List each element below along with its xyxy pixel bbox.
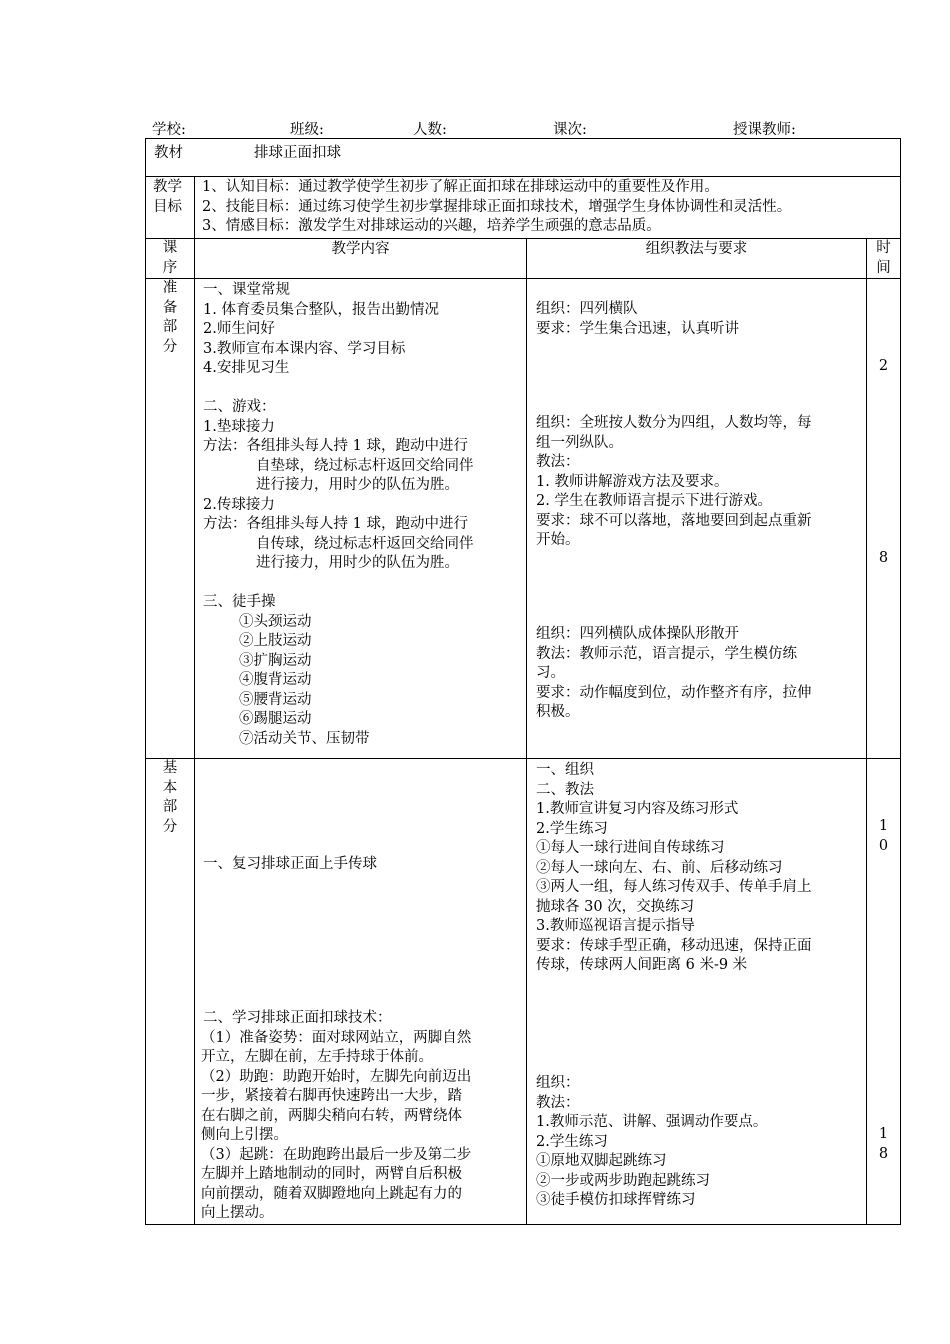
prep-org-line: 要求：动作幅度到位，动作整齐有序，拉伸 [536, 684, 812, 701]
game-1-method: 方法：各组排头每人持 1 球，跑动中进行 [203, 438, 468, 454]
prep-org-2 [536, 414, 812, 551]
col-section [146, 239, 195, 279]
basic-org-1 [536, 761, 812, 976]
learn-line: （1）准备姿势：面对球网站立，两脚自然 [201, 1029, 472, 1046]
count-label: 人数: [413, 122, 447, 138]
exercise-title: 三、徒手操 [203, 594, 276, 610]
exercise-item: ③扩胸运动 [239, 652, 312, 669]
game-2-method: 方法：各组排头每人持 1 球，跑动中进行 [203, 516, 468, 532]
material-cell [146, 139, 901, 177]
learn-title: 二、学习排球正面扣球技术： [203, 1010, 392, 1026]
basic-time-1 [867, 817, 900, 856]
game-1-method: 进行接力，用时少的队伍为胜。 [256, 477, 459, 493]
basic-label [146, 759, 195, 1225]
teacher-label: 授课教师: [733, 122, 796, 138]
basic-time-digit: 8 [878, 1145, 889, 1162]
learn-line: 开立，左脚在前，左手持球于体前。 [201, 1049, 433, 1065]
lesson-header [0, 118, 950, 138]
routine-item: 2.师生问好 [203, 321, 275, 337]
basic-time-2 [867, 1125, 900, 1164]
basic-org-line: 1.教师示范、讲解、强调动作要点。 [536, 1114, 768, 1130]
basic-time [867, 759, 901, 1225]
basic-org-line: 1.教师宣讲复习内容及练习形式 [536, 801, 739, 817]
col-section-char: 课 [162, 240, 178, 256]
material-label: 教材 [154, 145, 183, 161]
col-time-char: 时 [876, 240, 891, 256]
column-header-row [146, 239, 901, 279]
prep-time [867, 279, 901, 759]
prep-org-line: 习。 [536, 665, 565, 681]
basic-time-digit: 1 [878, 818, 889, 834]
goal-item: 1、认知目标：通过教学使学生初步了解正面扣球在排球运动中的重要性及作用。 [202, 179, 719, 195]
basic-org-line: 一、组织 [536, 762, 594, 778]
basic-label-char: 分 [162, 818, 178, 835]
exercise-item: ⑤腰背运动 [239, 691, 312, 708]
goals-label-line-2: 目标 [153, 198, 182, 215]
basic-label-char: 本 [162, 779, 178, 796]
prep-org-line: 组一列纵队。 [536, 434, 623, 451]
lesson-label: 课次: [553, 122, 587, 138]
game-2-method: 自传球，绕过标志杆返回交给同伴 [256, 535, 474, 552]
basic-time-digit: 1 [878, 1126, 889, 1142]
prep-label-char: 部 [162, 319, 178, 335]
prep-label [146, 279, 195, 759]
game-2-method: 进行接力，用时少的队伍为胜。 [256, 555, 459, 571]
prep-org-1 [536, 300, 739, 339]
basic-label-char: 部 [162, 799, 178, 815]
prep-time-2: 8 [878, 550, 889, 566]
prep-org-line: 开始。 [536, 532, 580, 548]
basic-method [527, 759, 867, 1225]
basic-org-line: ②每人一球向左、右、前、后移动练习 [536, 859, 783, 876]
basic-org-line: ③徒手模仿扣球挥臂练习 [536, 1192, 696, 1208]
lesson-plan-table [145, 138, 901, 1225]
basic-org-2 [536, 1074, 767, 1211]
learn-line: 一步，紧接着右脚再快速跨出一大步，踏 [201, 1088, 462, 1104]
prep-org-line: 要求：球不可以落地，落地要回到起点重新 [536, 512, 812, 529]
prep-content [195, 279, 527, 759]
basic-org-line: ③两人一组，每人练习传双手、传单手肩上 [536, 879, 812, 895]
review-title: 一、复习排球正面上手传球 [203, 856, 377, 872]
game-2-title: 2.传球接力 [203, 496, 275, 513]
col-method: 组织教法与要求 [527, 239, 867, 279]
basic-org-line: 3.教师巡视语言提示指导 [536, 918, 695, 934]
class-label: 班级: [290, 122, 324, 138]
prep-org-line: 教法：教师示范，语言提示，学生模仿练 [536, 645, 797, 662]
basic-org-line: 二、教法 [536, 781, 594, 798]
basic-org-line: 教法： [536, 1094, 580, 1111]
basic-org-line: 传球，传球两人间距离 6 米-9 米 [536, 957, 748, 973]
prep-org-line: 要求：学生集合迅速，认真听讲 [536, 320, 739, 337]
basic-row [146, 759, 901, 1225]
prep-method [527, 279, 867, 759]
prep-label-char: 准 [162, 280, 178, 296]
learn-line: （2）助跑：助跑开始时，左脚先向前迈出 [201, 1068, 472, 1085]
routine-title: 一、课堂常规 [203, 282, 290, 298]
learn-line: 在右脚之前，两脚尖稍向右转，两臂绕体 [201, 1107, 462, 1124]
exercise-item: ⑦活动关节、压韧带 [239, 730, 370, 747]
prep-org-line: 2. 学生在教师语言提示下进行游戏。 [536, 493, 772, 509]
learn-block [201, 1009, 520, 1224]
routine-item: 1. 体育委员集合整队，报告出勤情况 [203, 301, 439, 318]
goals-label-line-1: 教学 [153, 179, 182, 195]
prep-row [146, 279, 901, 759]
prep-org-line: 教法： [536, 454, 580, 470]
exercise-item: ⑥踢腿运动 [239, 711, 312, 727]
exercise-item: ①头颈运动 [239, 613, 312, 630]
prep-org-line: 组织：四列横队成体操队形散开 [536, 626, 739, 642]
learn-line: 左脚并上踏地制动的同时，两臂自后积极 [201, 1166, 462, 1182]
learn-line: 向前摆动，随着双脚蹬地向上跳起有力的 [201, 1185, 462, 1202]
col-section-char: 序 [162, 259, 178, 276]
basic-org-line: ①原地双脚起跳练习 [536, 1153, 667, 1169]
prep-time-1: 2 [878, 358, 889, 374]
col-content: 教学内容 [195, 239, 527, 279]
learn-line: 侧向上引摆。 [201, 1127, 288, 1143]
exercise-item: ④腹背运动 [239, 672, 312, 688]
prep-org-line: 组织：全班按人数分为四组，人数均等，每 [536, 415, 812, 431]
basic-label-char: 基 [162, 760, 178, 776]
basic-org-line: 2.学生练习 [536, 820, 608, 837]
material-row [146, 139, 901, 177]
basic-org-line: ②一步或两步助跑起跳练习 [536, 1172, 710, 1189]
col-time-char: 间 [876, 259, 891, 276]
basic-org-line: 2.学生练习 [536, 1133, 608, 1150]
basic-org-line: 组织： [536, 1075, 580, 1091]
material-value: 排球正面扣球 [254, 145, 341, 161]
learn-line: （3）起跳：在助跑跨出最后一步及第二步 [201, 1146, 472, 1163]
prep-org-3 [536, 625, 812, 723]
prep-org-line: 积极。 [536, 704, 580, 720]
routine-item: 4.安排见习生 [203, 360, 290, 376]
school-label: 学校: [152, 122, 186, 138]
prep-org-line: 组织：四列横队 [536, 301, 638, 317]
goal-item: 3、情感目标：激发学生对排球运动的兴趣，培养学生顽强的意志品质。 [202, 218, 661, 234]
learn-line: 向上摆动。 [201, 1205, 274, 1221]
game-1-method: 自垫球，绕过标志杆返回交给同伴 [256, 457, 474, 474]
goals-row [146, 177, 901, 239]
exercise-item: ②上肢运动 [239, 633, 312, 649]
prep-label-char: 分 [162, 338, 178, 355]
col-time [867, 239, 901, 279]
prep-label-char: 备 [162, 299, 178, 316]
game-title: 二、游戏： [203, 399, 276, 415]
basic-org-line: 要求：传球手型正确，移动迅速，保持正面 [536, 937, 812, 954]
goals-list [195, 177, 901, 239]
routine-item: 3.教师宣布本课内容、学习目标 [203, 340, 406, 357]
basic-content [195, 759, 527, 1225]
goal-item: 2、技能目标：通过练习使学生初步掌握排球正面扣球技术，增强学生身体协调性和灵活性。 [202, 198, 792, 215]
basic-org-line: ①每人一球行进间自传球练习 [536, 840, 725, 856]
game-1-title: 1.垫球接力 [203, 418, 275, 435]
basic-time-digit: 0 [878, 837, 889, 854]
basic-org-line: 抛球各 30 次，交换练习 [536, 898, 695, 915]
goals-label [146, 177, 195, 239]
prep-org-line: 1. 教师讲解游戏方法及要求。 [536, 473, 729, 490]
